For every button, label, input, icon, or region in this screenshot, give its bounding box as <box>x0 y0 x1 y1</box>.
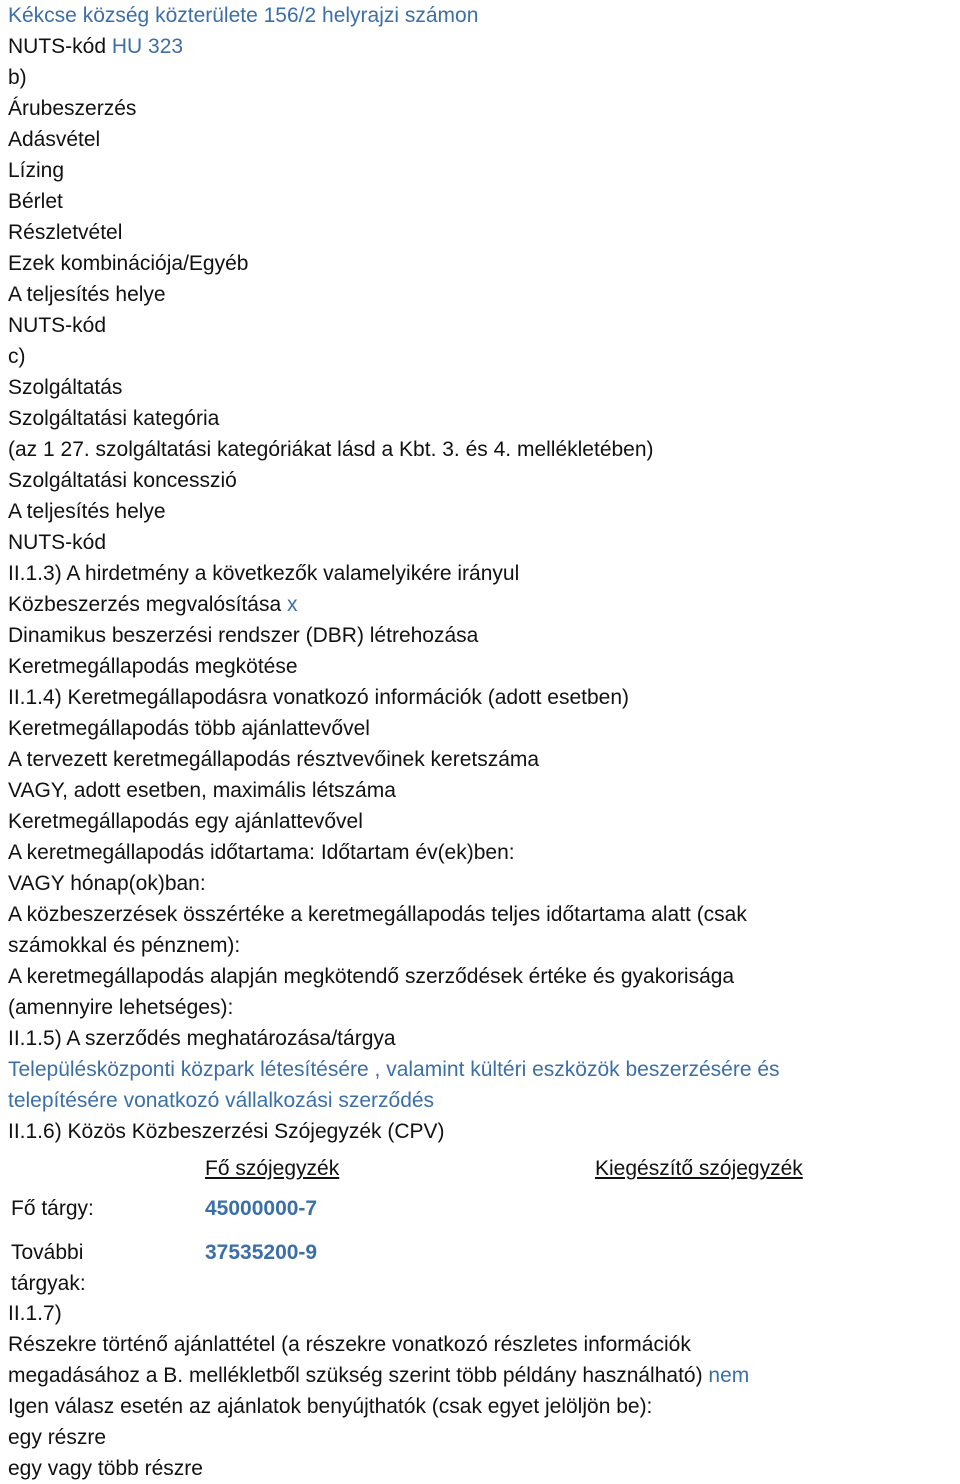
parts-answer: nem <box>708 1364 750 1387</box>
cpv-empty-cell <box>595 1186 952 1232</box>
doc-line: Szolgáltatás <box>8 376 123 399</box>
cpv-main-header: Fő szójegyzék <box>205 1157 340 1180</box>
doc-line: számokkal és pénznem): <box>8 934 241 957</box>
doc-line: (az 1 27. szolgáltatási kategóriákat lásd a Kbt. 3. és 4. mellékletében) <box>8 438 654 461</box>
cpv-heading: II.1.6) Közös Közbeszerzési Szójegyzék (CPV) <box>8 1120 445 1143</box>
cpv-other-label <box>8 1232 205 1298</box>
contract-subject-line: telepítésére vonatkozó vállalkozási szerződés <box>8 1089 435 1112</box>
doc-line: Ezek kombinációja/Egyéb <box>8 252 249 275</box>
section-heading: II.1.3) A hirdetmény a következők valamelyikére irányul <box>8 562 520 585</box>
doc-line: Részletvétel <box>8 221 123 244</box>
doc-line: Szolgáltatási kategória <box>8 407 220 430</box>
doc-line: A keretmegállapodás időtartama: Időtartam év(ek)ben: <box>8 841 515 864</box>
parts-line-text: megadásához a B. mellékletből szükség szerint több példány használható) <box>8 1364 709 1387</box>
nuts-label: NUTS-kód <box>8 35 112 58</box>
cpv-supp-header: Kiegészítő szójegyzék <box>595 1157 803 1180</box>
cpv-other-label-1: További <box>11 1241 84 1264</box>
doc-line: (amennyire lehetséges): <box>8 996 234 1019</box>
doc-line: b) <box>8 66 27 89</box>
nuts-code-line <box>8 31 952 62</box>
doc-line: Adásvétel <box>8 128 101 151</box>
doc-line: Dinamikus beszerzési rendszer (DBR) létrehozása <box>8 624 479 647</box>
doc-line: NUTS-kód <box>8 531 107 554</box>
contract-subject-line: Településközponti közpark létesítésére , valamint kültéri eszközök beszerzésére és <box>8 1058 780 1081</box>
section-heading: II.1.5) A szerződés meghatározása/tárgya <box>8 1027 396 1050</box>
cpv-empty-cell <box>595 1232 952 1298</box>
section-heading: II.1.4) Keretmegállapodásra vonatkozó információk (adott esetben) <box>8 686 630 709</box>
procurement-line <box>8 589 952 620</box>
doc-line: A tervezett keretmegállapodás résztvevőinek keretszáma <box>8 748 540 771</box>
contract-subject <box>8 1054 952 1116</box>
lines-a <box>8 0 952 589</box>
doc-line: VAGY hónap(ok)ban: <box>8 872 206 895</box>
doc-line: Bérlet <box>8 190 63 213</box>
lines-c <box>8 1391 952 1484</box>
doc-line: egy vagy több részre <box>8 1457 203 1480</box>
doc-line: Keretmegállapodás megkötése <box>8 655 298 678</box>
doc-line: A közbeszerzések összértéke a keretmegállapodás teljes időtartama alatt (csak <box>8 903 747 926</box>
doc-line: Szolgáltatási koncesszió <box>8 469 237 492</box>
cpv-main-code: 45000000-7 <box>205 1197 318 1220</box>
doc-line: A teljesítés helye <box>8 283 166 306</box>
cpv-other-code: 37535200-9 <box>205 1241 318 1264</box>
doc-line: Igen válasz esetén az ajánlatok benyújthatók (csak egyet jelöljön be): <box>8 1395 653 1418</box>
parts-line-2 <box>8 1360 952 1391</box>
doc-line: egy részre <box>8 1426 107 1449</box>
checked-mark: x <box>286 593 298 616</box>
cpv-table <box>8 1152 952 1298</box>
procurement-label: Közbeszerzés megvalósítása <box>8 593 287 616</box>
doc-line: A teljesítés helye <box>8 500 166 523</box>
doc-line: Keretmegállapodás több ajánlattevővel <box>8 717 370 740</box>
doc-line: Árubeszerzés <box>8 97 137 120</box>
doc-line: VAGY, adott esetben, maximális létszáma <box>8 779 396 802</box>
place-of-performance: Kékcse község közterülete 156/2 helyrajzi számon <box>8 4 479 27</box>
doc-line: NUTS-kód <box>8 314 107 337</box>
nuts-value: HU 323 <box>111 35 184 58</box>
lines-b <box>8 620 952 1054</box>
section-heading: II.1.7) <box>8 1302 62 1325</box>
parts-line: Részekre történő ajánlattétel (a részekre vonatkozó részletes információk <box>8 1333 691 1356</box>
doc-line: Lízing <box>8 159 65 182</box>
doc-line: A keretmegállapodás alapján megkötendő szerződések értéke és gyakorisága <box>8 965 735 988</box>
cpv-main-label: Fő tárgy: <box>11 1197 94 1220</box>
cpv-other-label-2: tárgyak: <box>11 1272 86 1295</box>
cpv-empty-cell <box>8 1152 205 1186</box>
doc-line: Keretmegállapodás egy ajánlattevővel <box>8 810 363 833</box>
doc-line: c) <box>8 345 26 368</box>
